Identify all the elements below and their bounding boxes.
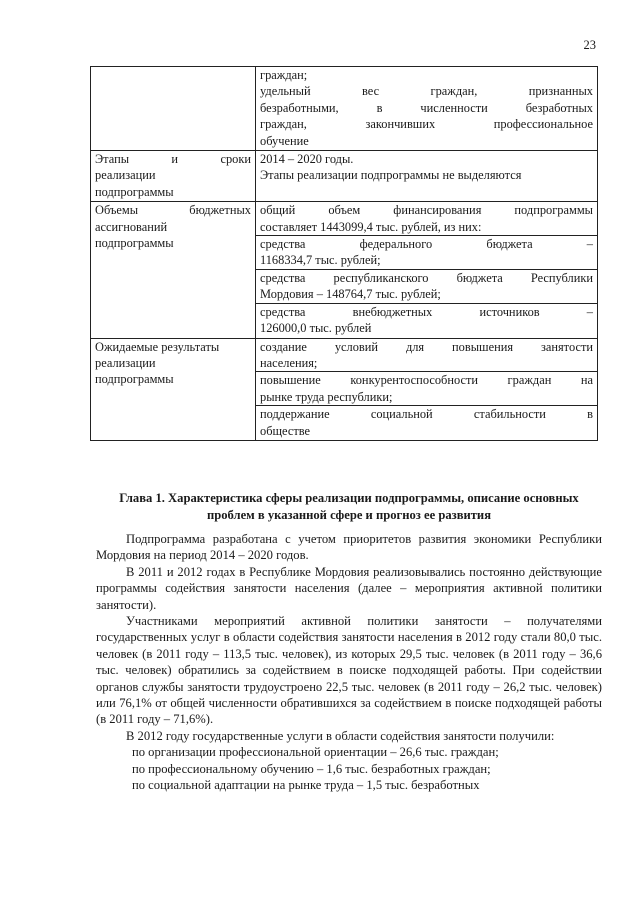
cell-line: подпрограммы <box>95 236 174 251</box>
paragraph: В 2012 году государственные услуги в области содействия занятости получили: <box>126 728 555 743</box>
table-cell-left <box>91 338 256 440</box>
paragraph: В 2011 и 2012 годах в Республике Мордовия реализовывались постоянно действующие программы содействия занятости населения (далее – мероприятия активной политики занятости). <box>96 564 602 612</box>
cell-line: Ожидаемые результаты <box>95 339 220 354</box>
cell-segment <box>256 269 597 303</box>
cell-line: средства федерального бюджета – <box>260 237 593 252</box>
cell-line: реализации <box>95 168 156 183</box>
page-number: 23 <box>583 38 596 52</box>
cell-line: реализации <box>95 355 156 370</box>
table-row <box>91 338 598 440</box>
chapter-title: Глава 1. Характеристика сферы реализации подпрограммы, описание основных проблем в указанной сфере и прогноз ее развития <box>119 491 579 522</box>
table-cell-right <box>256 67 598 151</box>
list-item: по профессиональному обучению – 1,6 тыс. безработных граждан; <box>132 761 491 776</box>
cell-line: безработными, в численности безработных <box>260 100 593 115</box>
cell-line: граждан, закончивших профессиональное <box>260 117 593 132</box>
cell-line: населения; <box>260 355 318 370</box>
cell-line: подпрограммы <box>95 184 174 199</box>
cell-line: 126000,0 тыс. рублей <box>260 321 372 336</box>
paragraph: Участниками мероприятий активной политики занятости – получателями государственных услуг в области содействия занятости населения в 2012 году стали 80,0 тыс. человек (в 2011 году – 113,5 тыс. человек), из которых 29,5 тыс. человек (в 2011 году – 36,6 тыс. человек) обратились за содействием в поиске подходящей работы. При содействии органов службы занятости трудоустроено 22,5 тыс. человек (в 2011 году – 26,2 тыс. человек) или 76,1% от общей численности обратившихся за содействием в поиске подходящей работы (в 2011 году – 71,6%). <box>96 614 602 727</box>
paragraph: Подпрограмма разработана с учетом приоритетов развития экономики Республики Мордовия на период 2014 – 2020 годов. <box>96 532 602 563</box>
chapter-body <box>96 531 602 794</box>
cell-line: повышение конкурентоспособности граждан на <box>260 373 593 388</box>
cell-line: подпрограммы <box>95 372 174 387</box>
cell-line: обществе <box>260 423 311 438</box>
cell-line: 2014 – 2020 годы. <box>260 152 354 167</box>
table-cell-right <box>256 338 598 440</box>
cell-line: поддержание социальной стабильности в <box>260 407 593 422</box>
cell-line: составляет 1443099,4 тыс. рублей, из них: <box>260 219 482 234</box>
cell-segment <box>256 235 597 269</box>
table-cell-left <box>91 67 256 151</box>
table-row <box>91 67 598 151</box>
cell-line: создание условий для повышения занятости <box>260 339 593 354</box>
table-cell-right <box>256 202 598 338</box>
cell-segment <box>256 303 597 337</box>
cell-line: рынке труда республики; <box>260 389 393 404</box>
table-cell-right <box>256 151 598 202</box>
subprogram-passport-table <box>90 66 598 441</box>
list-item: по организации профессиональной ориентации – 26,6 тыс. граждан; <box>132 745 499 760</box>
table-cell-left <box>91 151 256 202</box>
cell-line: 1168334,7 тыс. рублей; <box>260 253 381 268</box>
cell-line: ассигнований <box>95 219 168 234</box>
cell-line: Этапы реализации подпрограммы не выделяются <box>260 168 522 183</box>
cell-line: Этапы и сроки <box>95 152 251 167</box>
cell-line: обучение <box>260 133 309 148</box>
cell-line: удельный вес граждан, признанных <box>260 84 593 99</box>
cell-line: средства внебюджетных источников – <box>260 304 593 319</box>
table-row <box>91 151 598 202</box>
cell-line: Объемы бюджетных <box>95 203 251 218</box>
cell-line: Мордовия – 148764,7 тыс. рублей; <box>260 287 441 302</box>
cell-line: общий объем финансирования подпрограммы <box>260 203 593 218</box>
cell-line: граждан; <box>260 68 308 82</box>
table-cell-left <box>91 202 256 338</box>
cell-line: средства республиканского бюджета Республики <box>260 270 593 285</box>
table-row <box>91 202 598 338</box>
cell-segment <box>260 339 593 372</box>
cell-segment <box>256 405 597 439</box>
cell-segment <box>256 371 597 405</box>
cell-segment <box>260 202 593 235</box>
list-item: по социальной адаптации на рынке труда – 1,5 тыс. безработных <box>132 778 480 793</box>
